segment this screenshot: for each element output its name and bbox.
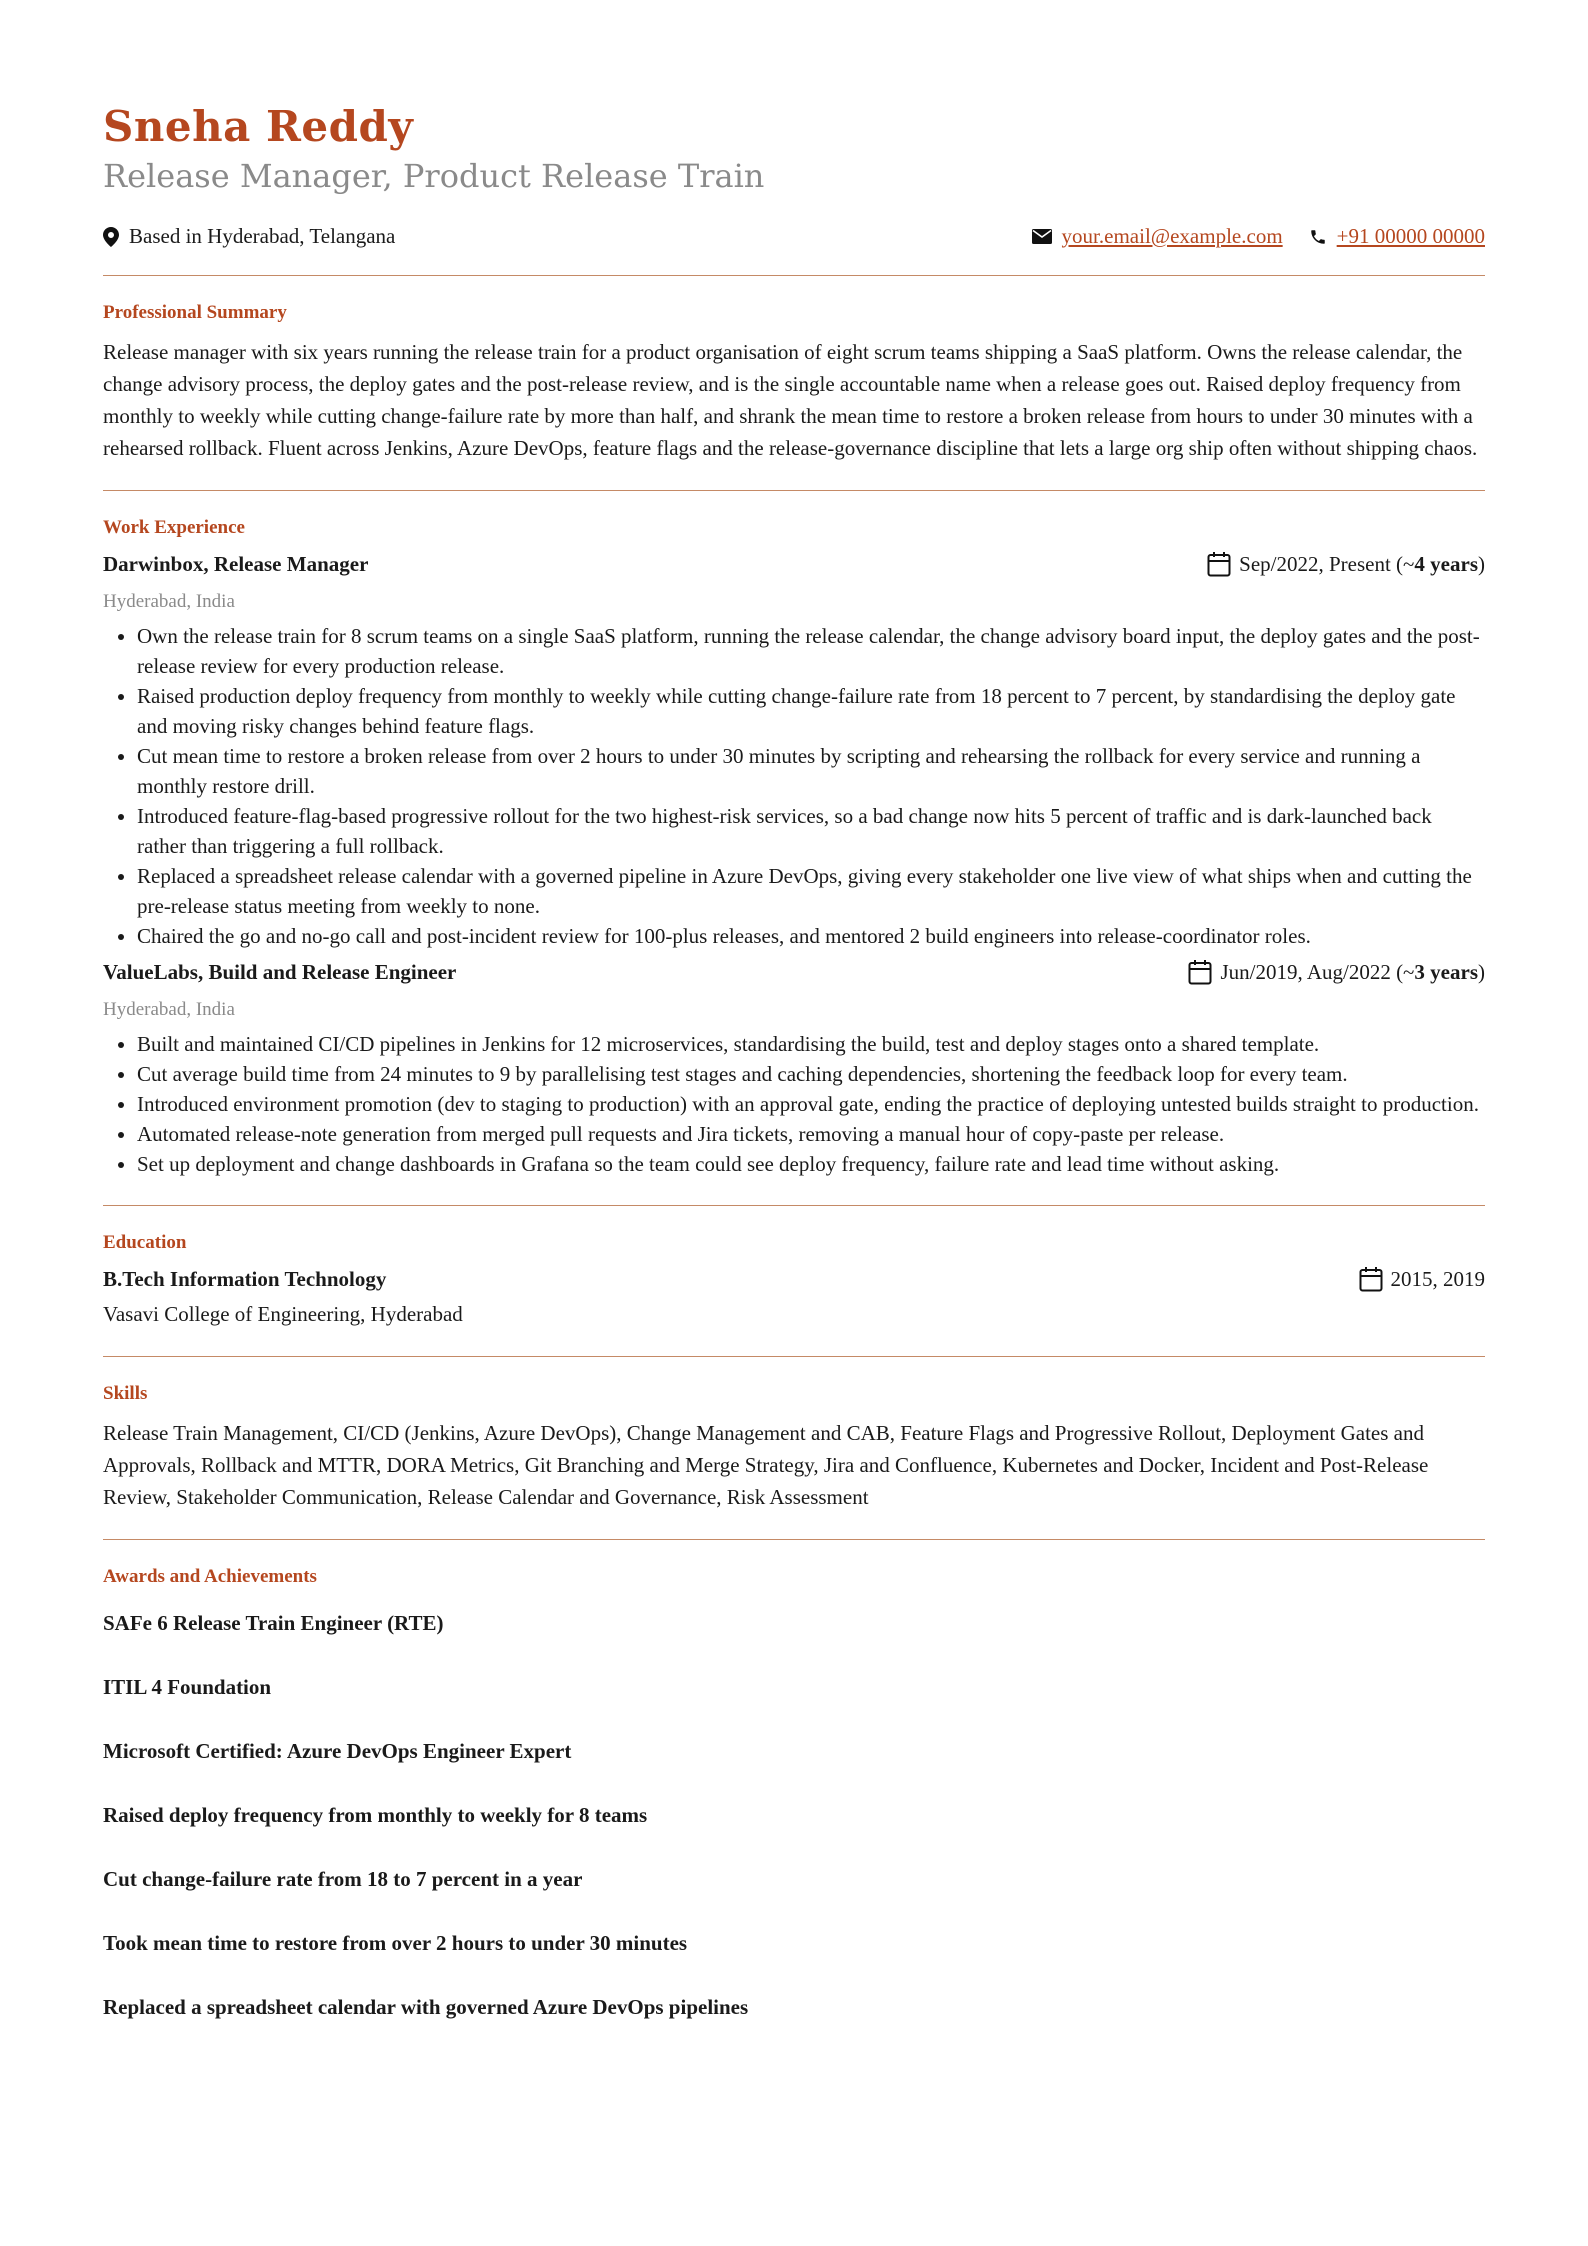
award-item: Took mean time to restore from over 2 hours to under 30 minutes bbox=[103, 1931, 688, 1955]
experience-section bbox=[103, 491, 1485, 1179]
job-duration: 4 years bbox=[1414, 552, 1478, 576]
contact-row bbox=[103, 224, 1485, 249]
section-title-education: Education bbox=[103, 1232, 187, 1253]
section-title-summary: Professional Summary bbox=[103, 302, 287, 323]
job-bullets bbox=[103, 1029, 1485, 1179]
map-pin-icon bbox=[103, 227, 119, 247]
bullet-item: • Own the release train for 8 scrum teams on a single SaaS platform, running the release calendar, the change advisory board input, the deploy gates and the post-release review for every production release. bbox=[137, 621, 1485, 681]
job-date-range: Sep/2022, Present (~ bbox=[1239, 552, 1415, 576]
bullet-item: • Set up deployment and change dashboards in Grafana so the team could see deploy frequency, failure rate and lead time without asking. bbox=[137, 1149, 1485, 1179]
award-item: ITIL 4 Foundation bbox=[103, 1675, 272, 1699]
phone-icon bbox=[1309, 228, 1327, 246]
education-school: Vasavi College of Engineering, Hyderabad bbox=[103, 1302, 463, 1326]
calendar-icon bbox=[1359, 1266, 1383, 1292]
awards-list bbox=[103, 1608, 1485, 2022]
calendar-icon bbox=[1207, 551, 1231, 577]
contact-links bbox=[1032, 224, 1485, 249]
bullet-item: • Cut mean time to restore a broken release from over 2 hours to under 30 minutes by scripting and rehearsing the rollback for every service and running a monthly restore drill. bbox=[137, 741, 1485, 801]
job-company: Darwinbox bbox=[103, 552, 204, 576]
location-text: Based in Hyderabad, Telangana bbox=[129, 224, 396, 248]
job-role: , Build and Release Engineer bbox=[197, 960, 457, 984]
job-bullets bbox=[103, 621, 1485, 951]
job-header bbox=[103, 549, 1485, 579]
award-item: Replaced a spreadsheet calendar with governed Azure DevOps pipelines bbox=[103, 1995, 749, 2019]
summary-text: Release manager with six years running the release train for a product organisation of eight scrum teams shipping a SaaS platform. Owns the release calendar, the change advisory process, the deploy gates and the post-release review, and is the single accountable name when a release goes out. Raised deploy frequency from monthly to weekly while cutting change-failure rate by more than half, and shrank the mean time to restore a broken release from hours to under 30 minutes with a rehearsed rollback. Fluent across Jenkins, Azure DevOps, feature flags and the release-governance discipline that lets a large org ship often without shipping chaos. bbox=[103, 340, 1478, 460]
phone-block bbox=[1309, 224, 1485, 249]
bullet-item: • Automated release-note generation from merged pull requests and Jira tickets, removing a manual hour of copy-paste per release. bbox=[137, 1119, 1485, 1149]
location-block bbox=[103, 224, 395, 249]
section-title-skills: Skills bbox=[103, 1383, 148, 1404]
bullet-item: • Chaired the go and no-go call and post-incident review for 100-plus releases, and mentored 2 build engineers into release-coordinator roles. bbox=[137, 921, 1485, 951]
envelope-icon bbox=[1032, 229, 1052, 244]
section-title-awards: Awards and Achievements bbox=[103, 1566, 317, 1587]
job-date-close: ) bbox=[1478, 552, 1485, 576]
job-company: ValueLabs bbox=[103, 960, 198, 984]
job-duration: 3 years bbox=[1414, 960, 1478, 984]
job-date-close: ) bbox=[1478, 960, 1485, 984]
award-item: SAFe 6 Release Train Engineer (RTE) bbox=[103, 1611, 444, 1635]
job-dates bbox=[1188, 957, 1485, 987]
job-role: , Release Manager bbox=[203, 552, 369, 576]
education-section bbox=[103, 1206, 1485, 1330]
email-link[interactable]: your.email@example.com bbox=[1061, 224, 1283, 248]
bullet-item: • Raised production deploy frequency from monthly to weekly while cutting change-failure rate from 18 percent to 7 percent, by standardising the deploy gate and moving risky changes behind feature flags. bbox=[137, 681, 1485, 741]
bullet-item: • Replaced a spreadsheet release calendar with a governed pipeline in Azure DevOps, giving every stakeholder one live view of what ships when and cutting the pre-release status meeting from weekly to none. bbox=[137, 861, 1485, 921]
job-entry bbox=[103, 549, 1485, 951]
calendar-icon bbox=[1188, 959, 1212, 985]
award-item: Cut change-failure rate from 18 to 7 percent in a year bbox=[103, 1867, 583, 1891]
candidate-headline: Release Manager, Product Release Train bbox=[103, 157, 765, 195]
skills-text: Release Train Management, CI/CD (Jenkins, Azure DevOps), Change Management and CAB, Feature Flags and Progressive Rollout, Deployment Gates and Approvals, Rollback and MTTR, DORA Metrics, Git Branching and Merge Strategy, Jira and Confluence, Kubernetes and Docker, Incident and Post-Release Review, Stakeholder Communication, Release Calendar and Governance, Risk Assessment bbox=[103, 1421, 1429, 1509]
job-title bbox=[103, 549, 368, 579]
skills-section bbox=[103, 1357, 1485, 1513]
education-date-range: 2015, 2019 bbox=[1390, 1267, 1485, 1291]
awards-section bbox=[103, 1540, 1485, 2022]
education-dates bbox=[1359, 1264, 1486, 1294]
bullet-item: • Introduced feature-flag-based progressive rollout for the two highest-risk services, so a bad change now hits 5 percent of traffic and is dark-launched back rather than triggering a full rollback. bbox=[137, 801, 1485, 861]
summary-section bbox=[103, 276, 1485, 464]
phone-link[interactable]: +91 00000 00000 bbox=[1336, 224, 1485, 248]
education-header bbox=[103, 1264, 1485, 1294]
section-title-experience: Work Experience bbox=[103, 517, 245, 538]
job-location: Hyderabad, India bbox=[103, 999, 235, 1020]
bullet-item: • Cut average build time from 24 minutes to 9 by parallelising test stages and caching dependencies, shortening the feedback loop for every team. bbox=[137, 1059, 1485, 1089]
award-item: Microsoft Certified: Azure DevOps Engineer Expert bbox=[103, 1739, 572, 1763]
job-title bbox=[103, 957, 456, 987]
job-entry bbox=[103, 957, 1485, 1179]
job-dates bbox=[1207, 549, 1485, 579]
bullet-item: • Introduced environment promotion (dev to staging to production) with an approval gate, ending the practice of deploying untested builds straight to production. bbox=[137, 1089, 1485, 1119]
bullet-item: • Built and maintained CI/CD pipelines in Jenkins for 12 microservices, standardising the build, test and deploy stages onto a shared template. bbox=[137, 1029, 1485, 1059]
job-date-range: Jun/2019, Aug/2022 (~ bbox=[1220, 960, 1415, 984]
job-header bbox=[103, 957, 1485, 987]
education-degree: B.Tech Information Technology bbox=[103, 1267, 387, 1291]
award-item: Raised deploy frequency from monthly to weekly for 8 teams bbox=[103, 1803, 648, 1827]
candidate-name: Sneha Reddy bbox=[103, 102, 414, 151]
job-location: Hyderabad, India bbox=[103, 591, 235, 612]
